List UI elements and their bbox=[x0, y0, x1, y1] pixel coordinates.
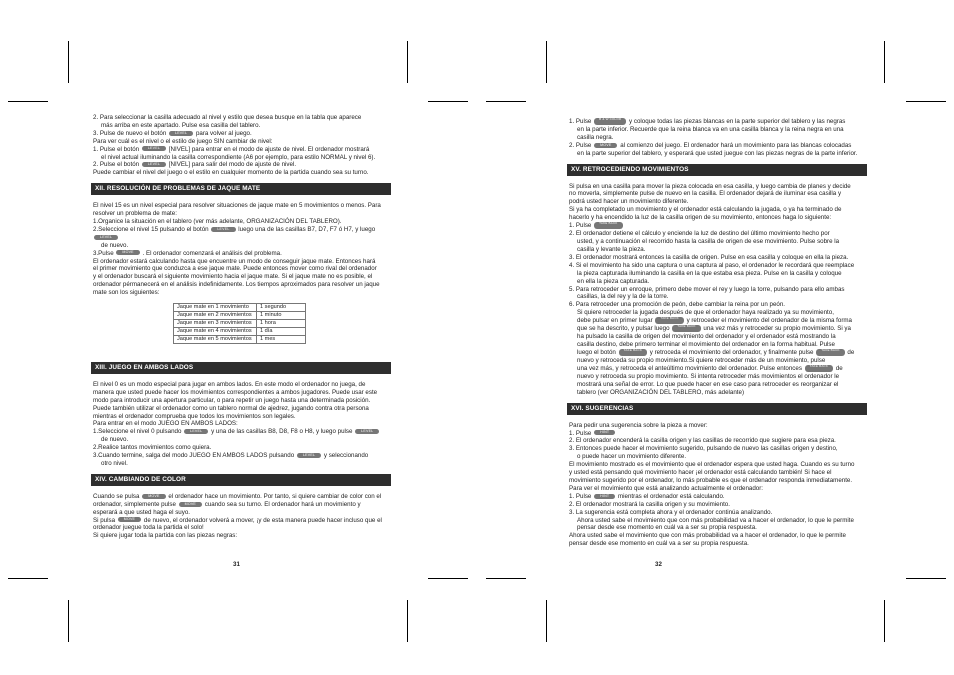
table-cell: 1 segundo bbox=[257, 304, 306, 312]
crop-mark bbox=[486, 578, 526, 579]
section-heading: XVI. SUGERENCIAS bbox=[567, 403, 867, 415]
text-line: pensar desde ese momento en cuál va a ser su propia respuesta. bbox=[569, 540, 749, 548]
text-line: hacerlo y ha encendido la luz de la casilla origen de su movimiento, entonces haga lo siguiente: bbox=[569, 214, 832, 222]
crop-mark bbox=[407, 41, 408, 83]
text-line: 2. Para seleccionar la casilla adecuado al nivel y estilo que desea busque en la tabla que aparece bbox=[93, 114, 362, 121]
text-line: Para ver el movimiento que está analizando actualmente el ordenador: bbox=[569, 484, 763, 492]
text-line: casillas, la del rey y la de la torre. bbox=[577, 293, 669, 301]
text-line: 3. El ordenador mostrará entonces la casilla de origen. Pulse en esa casilla y coloque en ella la pieza. bbox=[569, 253, 849, 261]
table-row bbox=[174, 328, 306, 336]
text-line: y usted está pensando qué movimiento hacer ¡el ordenador está calculando también! Si hace el bbox=[569, 469, 832, 477]
crop-mark bbox=[428, 578, 468, 579]
text-line: Si ya ha completado un movimiento y el ordenador está calculando la jugada, o ya ha terminado de bbox=[569, 206, 842, 214]
level-button-icon: LEVEL bbox=[355, 429, 379, 434]
take-back-button-icon: TAKE BACK bbox=[619, 349, 647, 356]
text-line: Ahora usted sabe el movimiento que con más probabilidad va a hacer el ordenador, lo que le permite bbox=[569, 532, 846, 540]
text-line: pensar desde ese momento en cuál va a ser su propia respuesta. bbox=[577, 524, 757, 532]
text-line: Si quiere jugar toda la partida con las piezas negras: bbox=[93, 532, 238, 540]
table-cell: Jaque mate en 3 movimientos bbox=[174, 320, 257, 328]
level-button-icon: LEVEL bbox=[142, 146, 166, 151]
text-run: el ordenador hace un movimiento. Por tanto, si quiere cambiar de color con el bbox=[168, 492, 382, 500]
table-cell: 1 minuto bbox=[257, 312, 306, 320]
text-run: de bbox=[847, 349, 855, 357]
text-line: manera que usted puede hacer los movimientos correspondientes a ambos jugadores. Puede usar este bbox=[93, 388, 378, 396]
text-run: para volver al juego. bbox=[195, 129, 252, 137]
table-row bbox=[174, 312, 306, 320]
text-line: 4. Si el movimiento ha sido una captura o una captura al paso, el ordenador le recordará que reemplace bbox=[569, 261, 855, 269]
text-line: en la parte inferior. Recuerde que la reina blanca va en una casilla blanca y la reina negra en una bbox=[577, 126, 844, 134]
text-run: 2.Seleccione el nivel 15 pulsando el botón bbox=[93, 225, 209, 233]
text-line: Para ver cuál es el nivel o el estilo de juego SIN cambiar de nivel: bbox=[93, 137, 273, 145]
text-line: Para entrar en el modo JUEGO EN AMBOS LADOS: bbox=[93, 420, 238, 428]
move-button-icon: MOVE bbox=[118, 517, 141, 522]
take-back-button-icon: TAKE BACK bbox=[672, 325, 700, 332]
text-line: casilla negra. bbox=[577, 133, 614, 141]
text-run: una vez más y retroceder su propio movimiento. Si ya bbox=[703, 325, 851, 333]
table-row bbox=[174, 336, 306, 344]
text-line: no moverla, simplemente pulse de nuevo en la casilla. El ordenador dejará de iluminar esa casilla y bbox=[569, 190, 842, 198]
crop-mark bbox=[906, 101, 946, 102]
level-button-icon: LEVEL bbox=[169, 131, 193, 136]
take-back-button-icon: TAKE BACK bbox=[594, 222, 622, 229]
section-heading: XV. RETROCEDIENDO MOVIMIENTOS bbox=[567, 164, 867, 176]
text-line: 2. El ordenador encenderá la casilla origen y las casillas de recorrido que sugiere para esa pieza. bbox=[569, 437, 836, 445]
crop-mark bbox=[407, 600, 408, 642]
text-run: ordenador, simplemente pulse bbox=[93, 500, 176, 508]
text-line: El nivel 0 es un modo especial para jugar en ambos lados. En este modo el ordenador no juega, de bbox=[93, 380, 366, 388]
text-line: El ordenador estará calculando hasta que encuentre un modo de conseguir jaque mate. Entonces hará bbox=[93, 257, 376, 265]
crop-mark bbox=[8, 578, 48, 579]
text-line: Si quiere retroceder la jugada después de que el ordenador haya realizado ya su movimiento, bbox=[577, 309, 834, 317]
text-run: luego una de las casillas B7, D7, F7 ó H7, y luego bbox=[238, 225, 376, 233]
text-line: El movimiento mostrado es el movimiento que el ordenador espera que usted haga. Cuando es su turno bbox=[569, 461, 855, 469]
text-run: y una de las casillas B8, D8, F8 o H8, y luego pulse bbox=[211, 428, 353, 436]
text-line: otro nivel. bbox=[101, 460, 128, 467]
page-number: 32 bbox=[655, 561, 662, 568]
table-cell: Jaque mate en 2 movimientos bbox=[174, 312, 257, 320]
text-line: ordenador pérmanecerá en el análisis indefinidamente. Los tiempos aproximados para resolver un jaque bbox=[93, 281, 380, 289]
text-line: casilla destino, debe primero terminar el movimiento del ordenador en la forma habitual. Pulse bbox=[577, 341, 835, 349]
text-line: 2.Realice tantos movimientos como quiera. bbox=[93, 444, 212, 452]
text-line: Puede cambiar el nivel del juego o el estilo en cualquier momento de la partida cuando sea su turno. bbox=[93, 169, 369, 177]
text-line: de nuevo. bbox=[101, 436, 129, 444]
text-run: y coloque todas las piezas blancas en la parte superior del tablero y las negras bbox=[629, 118, 846, 126]
level-button-icon: LEVEL bbox=[211, 227, 235, 232]
text-run: una vez más, y retroceda el anteúltimo movimiento del ordenador. Pulse entonces bbox=[577, 365, 802, 373]
text-run: [NIVEL] para entrar en el modo de ajuste de nivel. El ordenador mostrará bbox=[168, 145, 370, 153]
text-run: de bbox=[835, 365, 843, 373]
text-line: 2. El ordenador detiene el cálculo y enciende la luz de destino del último movimiento hecho por bbox=[569, 230, 830, 238]
text-run: Cuando se pulsa bbox=[93, 492, 140, 500]
text-line: mostrará una señal de error. Lo que puede hacer en ese caso para retroceder es reorganizar el bbox=[577, 380, 839, 388]
text-line: y el ordenador buscará el siguiente movimiento hacia el jaque mate. Si el jaque mate no es posible, el bbox=[93, 273, 373, 281]
text-run: 3.Pulse bbox=[93, 249, 114, 257]
text-run: 1.Seleccione el nivel 0 pulsando bbox=[93, 428, 182, 436]
text-line: Para pedir una sugerencia sobre la pieza a mover: bbox=[569, 421, 708, 429]
text-line: 6. Para retroceder una promoción de peón, debe cambiar la reina por un peón. bbox=[569, 301, 786, 309]
text-line: nuevo y retroceda su propio movimiento. Si intenta retroceder más movimientos el ordenador le bbox=[577, 373, 840, 381]
text-run: y retroceda el movimiento del ordenador, y finalmente pulse bbox=[649, 349, 814, 357]
text-run: y seleccionando bbox=[323, 452, 369, 460]
level-button-icon: LEVEL bbox=[297, 453, 321, 458]
text-line: en la parte superior del tablero, y esperará que usted juegue con las piezas negras de la parte inferior. bbox=[577, 149, 858, 157]
text-run: 1. Pulse el botón bbox=[93, 145, 140, 153]
text-line: el primer movimiento que conduzca a ese jaque mate. Puede entonces mover como rival del ordenador bbox=[93, 265, 377, 273]
table-row bbox=[174, 304, 306, 312]
text-line: modo para introducir una apertura particular, o para repetir un juego hasta una determinada posición. bbox=[93, 396, 371, 404]
text-line: más arriba en este apartado. Pulse esa casilla del tablero. bbox=[101, 121, 261, 129]
text-line: movimiento sugerido por el ordenador, lo más probable es que el ordenador responda inmediatamente. bbox=[569, 477, 853, 484]
text-run: 1. Pulse bbox=[569, 492, 592, 500]
table-cell: Jaque mate en 1 movimiento bbox=[174, 304, 257, 312]
text-run: 1. Pulse bbox=[569, 222, 592, 230]
text-line: ha pulsado la casilla de origen del movimiento del ordenador y el ordenador está mostrando la bbox=[577, 333, 836, 341]
hint-button-icon: HINT bbox=[594, 494, 615, 499]
text-run: mientras el ordenador está calculando. bbox=[618, 492, 725, 500]
text-line: podrá usted hacer un movimiento diferente. bbox=[569, 198, 689, 206]
crop-mark bbox=[428, 101, 468, 102]
text-run: 1. Pulse bbox=[569, 429, 592, 437]
text-line: tablero (ver ORGANIZACIÓN DEL TABLERO, más adelante) bbox=[577, 388, 745, 396]
text-line: mientras el ordenador comprueba que todos los movimientos son legales. bbox=[93, 412, 296, 420]
text-run: que se ha descrito, y pulsar luego bbox=[577, 325, 670, 333]
table-cell: Jaque mate en 4 movimientos bbox=[174, 328, 257, 336]
text-run: 3. Pulse de nuevo el botón bbox=[93, 129, 167, 137]
move-button-icon: MOVE bbox=[594, 143, 617, 148]
text-run: cuando sea su turno. El ordenador hará un movimiento y bbox=[204, 500, 361, 508]
section-heading: XII. RESOLUCIÓN DE PROBLEMAS DE JAQUE MATE bbox=[91, 183, 391, 195]
move-button-icon: MOVE bbox=[179, 502, 202, 507]
table-cell: 1 mes bbox=[257, 336, 306, 344]
text-run: y retroceder el movimiento del ordenador de la misma forma bbox=[686, 317, 852, 325]
text-line: 3. La sugerencia está completa ahora y el ordenador continúa analizando. bbox=[569, 508, 773, 516]
text-line: Si pulsa en una casilla para mover la pieza colocada en esa casilla, y luego cambia de planes y decide bbox=[569, 182, 851, 190]
section-heading: XIV. CAMBIANDO DE COLOR bbox=[91, 474, 391, 486]
crop-mark bbox=[884, 41, 885, 83]
table-cell: Jaque mate en 5 movimientos bbox=[174, 336, 257, 344]
text-run: al comienzo del juego. El ordenador hará un movimiento para las blancas colocadas bbox=[620, 141, 852, 149]
section-heading: XIII. JUEGO EN AMBOS LADOS bbox=[91, 362, 391, 374]
crop-mark bbox=[68, 600, 69, 642]
text-line: 5. Para retroceder un enroque, primero debe mover el rey y luego la torre, pulsando para ello ambas bbox=[569, 285, 845, 293]
crop-mark bbox=[8, 101, 48, 102]
left-page bbox=[93, 114, 391, 540]
text-line: 3. Entonces puede hacer el movimiento sugerido, pulsando de nuevo las casillas origen y destino, bbox=[569, 445, 838, 453]
text-run: 1. Pulse bbox=[569, 118, 592, 126]
text-line: resolver un problema de mate: bbox=[93, 210, 177, 218]
text-run: luego el botón bbox=[577, 349, 616, 357]
move-button-icon: MOVE bbox=[142, 494, 165, 499]
text-line: o puede hacer un movimiento diferente. bbox=[577, 453, 687, 461]
crop-mark bbox=[486, 101, 526, 102]
text-line: nuevo y retroceda su propio movimiento.Si quiere retroceder más de un movimiento, pulse bbox=[577, 357, 826, 365]
take-back-button-icon: TAKE BACK bbox=[805, 365, 833, 372]
crop-mark bbox=[546, 41, 547, 83]
text-line: 1.Organice la situación en el tablero (ver más adelante, ORGANIZACIÓN DEL TABLERO). bbox=[93, 217, 342, 225]
color-button-icon: B & W COLOR bbox=[594, 118, 626, 125]
text-line: usted, y a continuación el recorrido hasta la casilla de origen de ese movimiento. Pulse sobre la bbox=[577, 238, 840, 246]
take-back-button-icon: TAKE BACK bbox=[816, 349, 844, 356]
text-run: 3.Cuando termine, salga del modo JUEGO EN AMBOS LADOS pulsando bbox=[93, 452, 295, 460]
table-row bbox=[174, 320, 306, 328]
hint-button-icon: HINT bbox=[594, 430, 615, 435]
crop-mark bbox=[884, 600, 885, 642]
mate-time-table bbox=[173, 303, 306, 344]
text-run: 2. Pulse bbox=[569, 141, 592, 149]
crop-mark bbox=[546, 600, 547, 642]
text-line: esperará a que usted haga el suyo. bbox=[93, 508, 191, 516]
text-line: casilla y levante la pieza. bbox=[577, 245, 646, 253]
text-line: la pieza capturada iluminando la casilla en la que estaba esa pieza. Pulse en la casilla y coloque bbox=[577, 269, 842, 277]
text-run: [NIVEL] para salir del modo de ajuste de nivel. bbox=[168, 161, 297, 169]
text-line: en ella la pieza capturada. bbox=[577, 277, 650, 285]
right-page bbox=[569, 118, 867, 548]
text-line: mate son los siguientes: bbox=[93, 289, 160, 297]
level-button-icon: LEVEL bbox=[142, 162, 166, 167]
text-line: El nivel 15 es un nivel especial para resolver situaciones de jaque mate en 5 movimientos o menos. Para bbox=[93, 202, 381, 210]
text-run: debe pulsar en primer lugar bbox=[577, 317, 653, 325]
page-number: 31 bbox=[233, 561, 240, 568]
text-line: Ahora usted sabe el movimiento que con más probabilidad va a hacer el ordenador, lo que le permite bbox=[577, 516, 854, 524]
level-button-icon: LEVEL bbox=[94, 235, 118, 240]
table-cell: 1 hora bbox=[257, 320, 306, 328]
level-button-icon: LEVEL bbox=[184, 429, 208, 434]
take-back-button-icon: TAKE BACK bbox=[655, 317, 683, 324]
text-run: 2. Pulse el botón bbox=[93, 161, 140, 169]
text-run: Si pulsa bbox=[93, 516, 116, 524]
text-line: 2. El ordenador mostrará la casilla origen y su movimiento. bbox=[569, 500, 730, 508]
move-button-icon: MOVE bbox=[116, 250, 139, 255]
text-line: de nuevo. bbox=[101, 241, 129, 249]
crop-mark bbox=[68, 41, 69, 83]
text-run: de nuevo, el ordenador volverá a mover, ¡y de esta manera puede hacer incluso que el bbox=[143, 516, 382, 524]
text-run: . El ordenador comenzará el análisis del problema. bbox=[142, 249, 282, 257]
text-line: ordenador juegue toda la partida el solo! bbox=[93, 524, 204, 532]
crop-mark bbox=[906, 578, 946, 579]
text-line: el nivel actual iluminando la casilla correspondiente (A6 por ejemplo, para estilo NORMAL y nivel 6). bbox=[101, 153, 376, 161]
text-line: Puede también utilizar el ordenador como un tablero normal de ajedrez, jugando contra otra persona bbox=[93, 404, 369, 412]
table-cell: 1 día bbox=[257, 328, 306, 336]
